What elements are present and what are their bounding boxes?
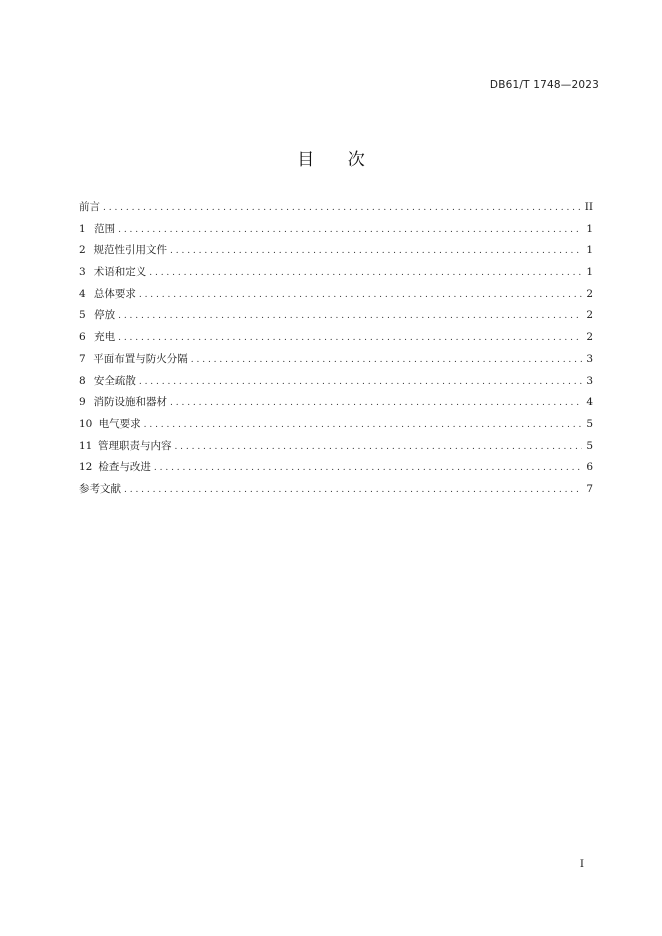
- toc-entry-page: 3: [586, 352, 593, 365]
- toc-entry-number: 2: [79, 244, 86, 257]
- toc-entry-label: 术语和定义: [93, 266, 147, 279]
- dot-leader: [118, 223, 582, 237]
- toc-entry-normative-references[interactable]: [79, 243, 593, 265]
- toc-entry-label: 前言: [79, 201, 100, 213]
- toc-entry-management[interactable]: [79, 439, 593, 461]
- toc-entry-parking[interactable]: [79, 308, 593, 330]
- toc-entry-scope[interactable]: [79, 222, 593, 244]
- toc-entry-number: 4: [79, 287, 86, 300]
- dot-leader: [139, 375, 582, 389]
- toc-entry-page: 5: [586, 439, 593, 452]
- toc-entry-label: 检查与改进: [98, 461, 151, 474]
- toc-entry-number: 8: [79, 374, 86, 387]
- table-of-contents: [79, 200, 593, 504]
- toc-entry-label: 规范性引用文件: [93, 244, 168, 257]
- toc-entry-inspection[interactable]: [79, 460, 593, 482]
- toc-entry-label: 参考文献: [79, 482, 121, 495]
- toc-entry-electrical[interactable]: [79, 417, 593, 439]
- toc-entry-label: 充电: [94, 331, 116, 344]
- toc-entry-number: 9: [79, 396, 86, 409]
- dot-leader: [103, 201, 581, 215]
- toc-entry-label: 消防设施和器材: [93, 396, 168, 409]
- dot-leader: [149, 266, 582, 280]
- toc-entry-number: 1: [79, 222, 86, 235]
- toc-entry-number: 7: [79, 352, 86, 365]
- toc-entry-label: 停放: [94, 309, 116, 322]
- toc-entry-fire-facilities[interactable]: [79, 395, 593, 417]
- dot-leader: [139, 288, 582, 302]
- document-code: DB61/T 1748—2023: [489, 79, 599, 91]
- dot-leader: [154, 461, 582, 475]
- dot-leader: [118, 331, 582, 345]
- toc-entry-page: 3: [586, 374, 593, 387]
- toc-entry-label: 总体要求: [93, 287, 136, 300]
- toc-title: 目 次: [297, 150, 379, 170]
- dot-leader: [124, 483, 582, 497]
- toc-entry-number: 3: [79, 266, 86, 279]
- toc-entry-label: 管理职责与内容: [97, 439, 172, 452]
- toc-entry-label: 平面布置与防火分隔: [93, 352, 188, 365]
- toc-entry-label: 范围: [94, 222, 116, 235]
- toc-entry-general-requirements[interactable]: [79, 287, 593, 309]
- toc-entry-page: 1: [586, 244, 593, 257]
- toc-entry-page: 4: [586, 396, 593, 409]
- toc-entry-page: 2: [586, 309, 593, 322]
- dot-leader: [144, 418, 583, 432]
- toc-entry-number: 5: [79, 309, 86, 322]
- toc-entry-page: 7: [586, 482, 593, 495]
- dot-leader: [170, 244, 582, 258]
- toc-entry-terms[interactable]: [79, 265, 593, 287]
- toc-entry-page: 5: [586, 417, 593, 430]
- toc-entry-label: 电气要求: [98, 417, 141, 430]
- toc-entry-number: 10: [79, 417, 93, 430]
- dot-leader: [191, 353, 583, 367]
- toc-entry-label: 安全疏散: [93, 374, 136, 387]
- toc-entry-foreword[interactable]: [79, 200, 593, 222]
- dot-leader: [170, 396, 582, 410]
- toc-entry-page: 1: [586, 266, 593, 279]
- toc-entry-charging[interactable]: [79, 330, 593, 352]
- toc-entry-layout-fire-separation[interactable]: [79, 352, 593, 374]
- toc-entry-page: 6: [586, 461, 593, 474]
- dot-leader: [174, 440, 582, 454]
- toc-entry-number: 6: [79, 331, 86, 344]
- toc-entry-number: 12: [79, 461, 93, 474]
- toc-entry-bibliography[interactable]: [79, 482, 593, 504]
- toc-entry-number: 11: [79, 439, 93, 452]
- toc-entry-page: 1: [586, 222, 593, 235]
- page-number: I: [579, 858, 584, 870]
- toc-entry-page: 2: [586, 331, 593, 344]
- dot-leader: [118, 309, 582, 323]
- toc-entry-page: 2: [586, 287, 593, 300]
- toc-entry-evacuation[interactable]: [79, 374, 593, 396]
- toc-entry-page: II: [584, 201, 593, 213]
